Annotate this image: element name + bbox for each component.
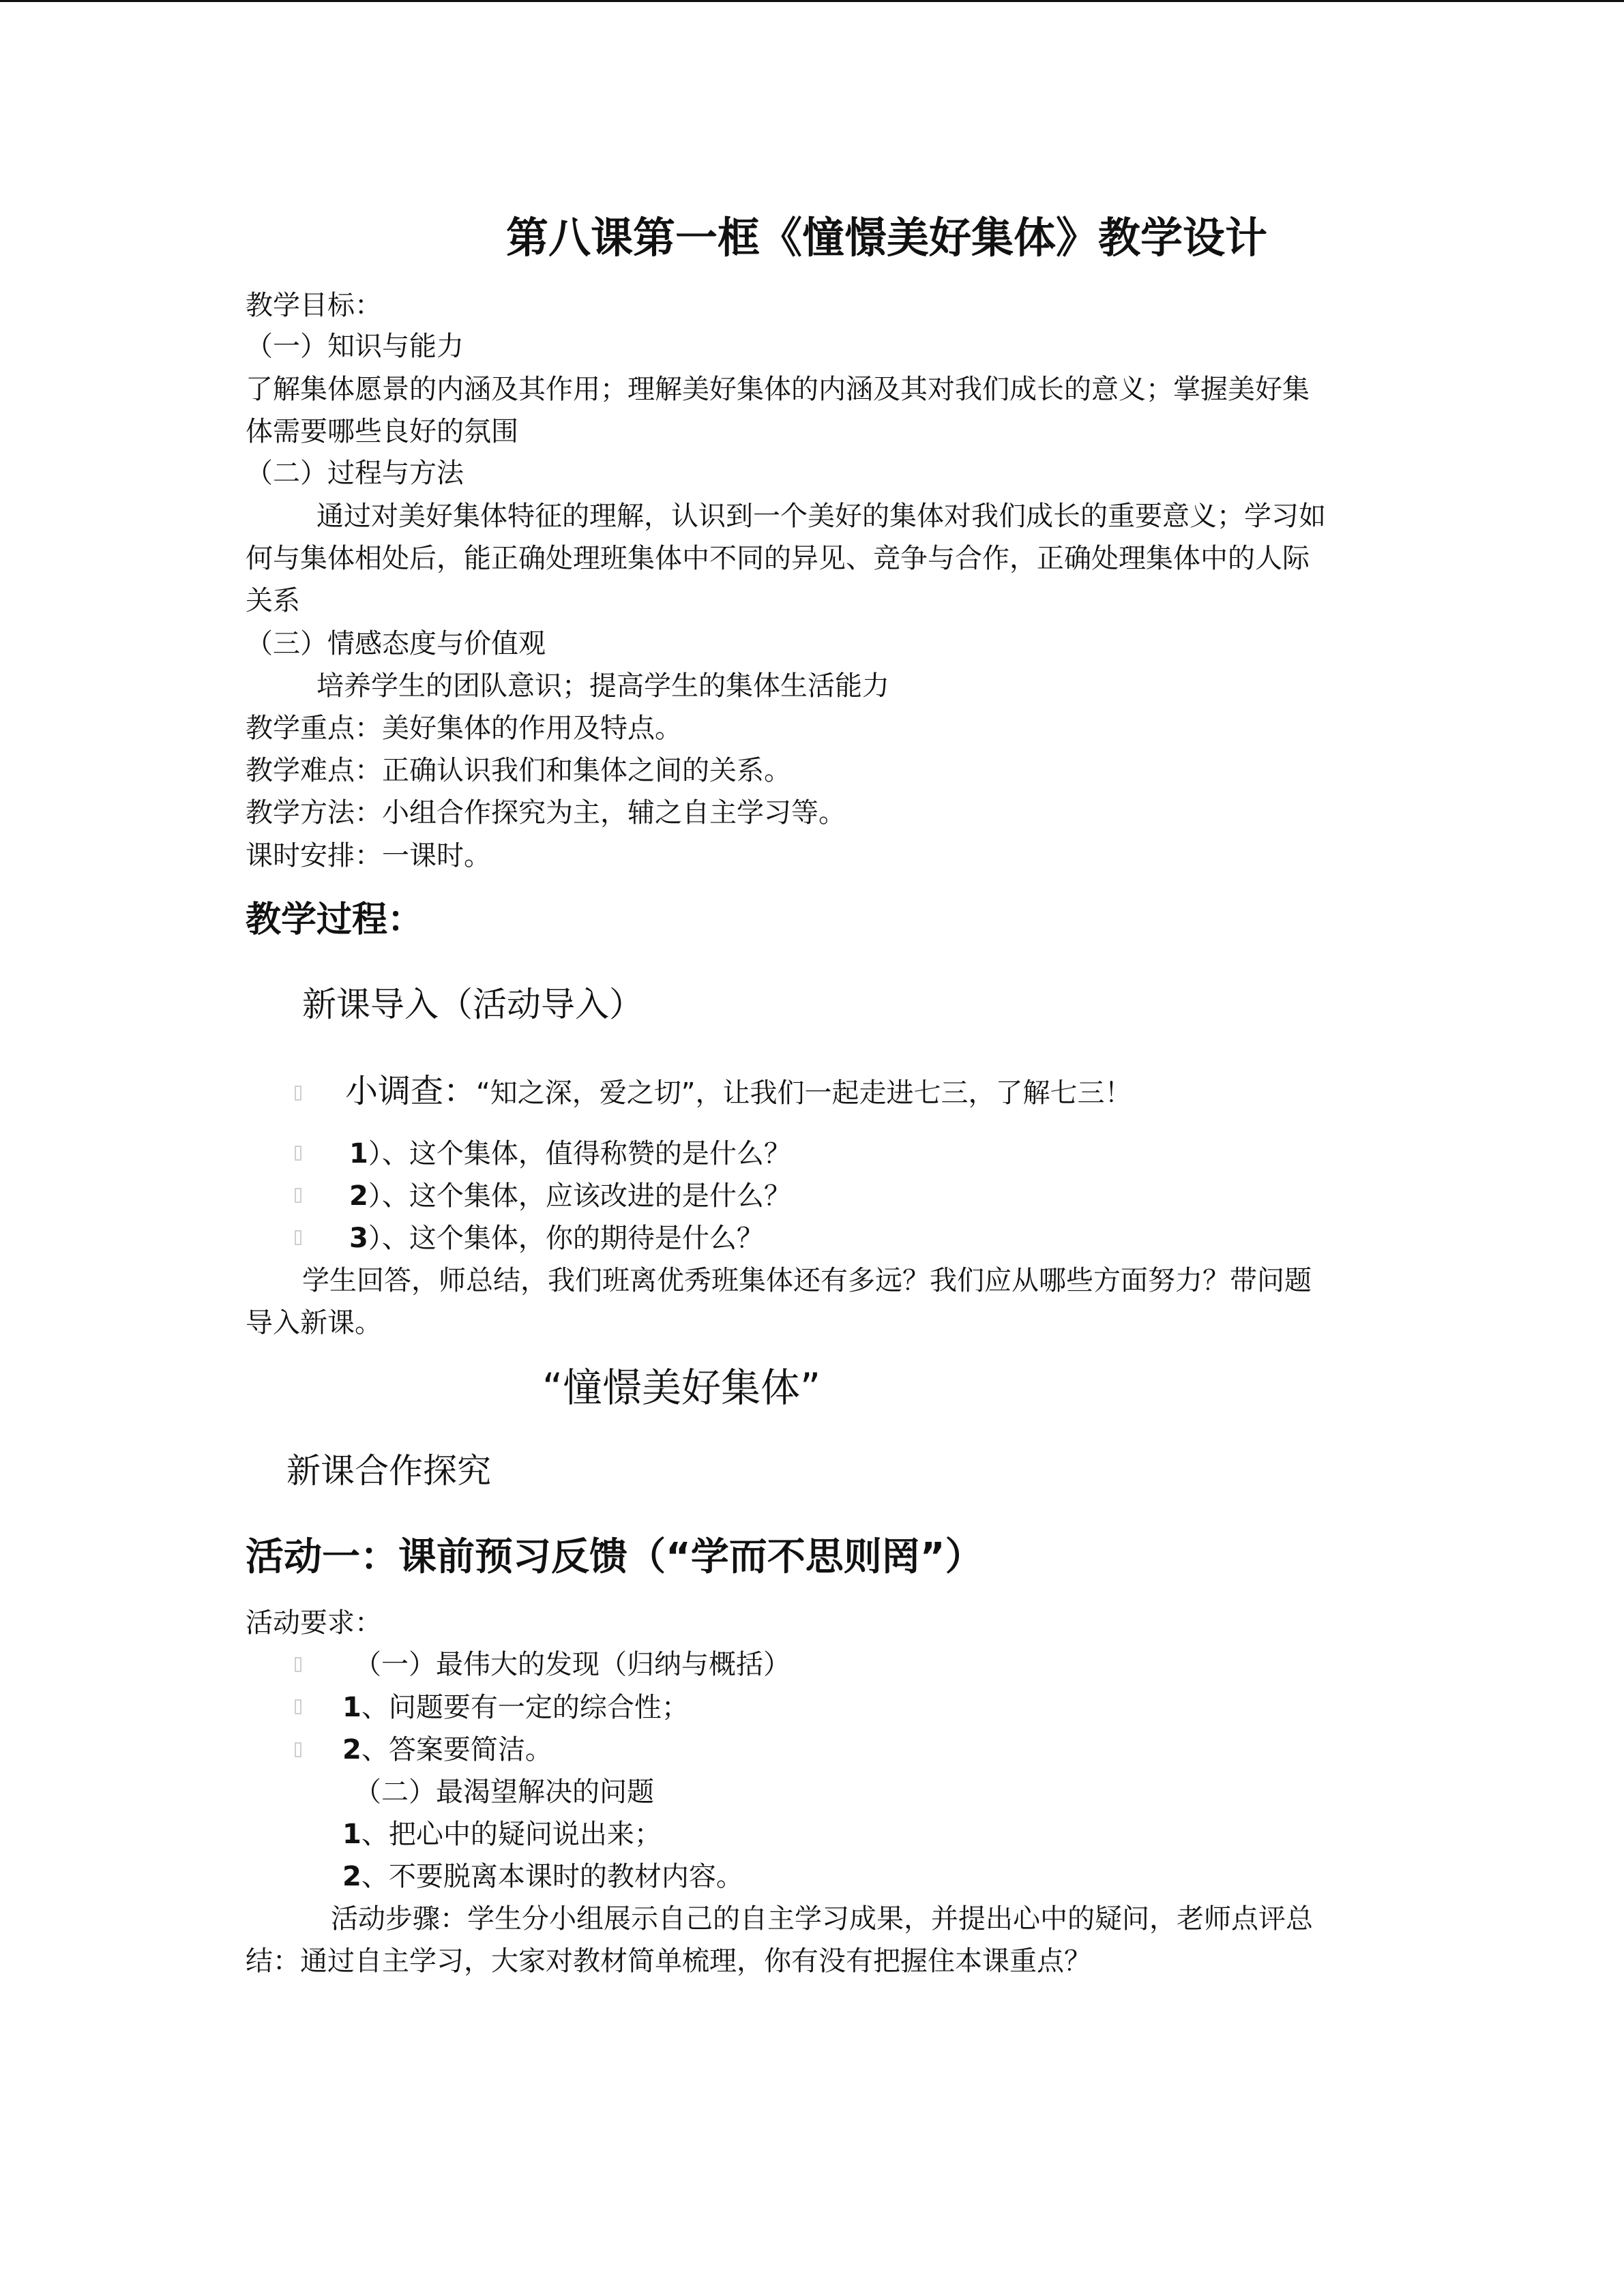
teaching-method: 教学方法：小组合作探究为主，辅之自主学习等。 (246, 797, 846, 829)
document-title: 第八课第一框《憧憬美好集体》教学设计 (506, 213, 1268, 263)
part-2-item-1 (342, 1821, 662, 1848)
bullet-icon (295, 1742, 301, 1757)
process-section-heading: 教学过程： (246, 899, 424, 940)
question-number: 2 (349, 1180, 368, 1212)
emotion-line-1: 培养学生的团队意识；提高学生的集体生活能力 (316, 670, 889, 702)
top-border (0, 0, 1624, 2)
item-number: 1 (342, 1819, 361, 1850)
knowledge-heading: （一）知识与能力 (246, 331, 464, 362)
intro-heading: 新课导入（活动导入） (302, 985, 643, 1024)
bullet-icon (295, 1188, 301, 1203)
process-line-2: 何与集体相处后，能正确处理班集体中不同的异见、竞争与合作，正确处理集体中的人际 (246, 543, 1310, 574)
question-3 (349, 1225, 764, 1252)
part-1-heading: （一）最伟大的发现（归纳与概括） (354, 1649, 791, 1680)
question-2 (349, 1182, 791, 1210)
objectives-heading: 教学目标： (246, 290, 382, 321)
bullet-icon (295, 1699, 301, 1714)
survey-label: 小调查： (345, 1072, 477, 1110)
survey-line (345, 1072, 1132, 1110)
survey-text: “知之深，爱之切”，让我们一起走进七三，了解七三！ (476, 1077, 1132, 1109)
question-number: 1 (349, 1138, 368, 1169)
part-1-item-1 (342, 1694, 689, 1721)
question-text: ）、这个集体，值得称赞的是什么？ (368, 1138, 791, 1169)
item-text: 、问题要有一定的综合性； (361, 1692, 689, 1723)
difficulties: 教学难点：正确认识我们和集体之间的关系。 (246, 755, 791, 786)
item-number: 1 (342, 1692, 361, 1723)
bullet-icon (295, 1086, 301, 1101)
knowledge-line-1: 了解集体愿景的内涵及其作用；理解美好集体的内涵及其对我们成长的意义；掌握美好集 (246, 374, 1310, 405)
key-points: 教学重点：美好集体的作用及特点。 (246, 713, 682, 744)
question-text: ）、这个集体，应该改进的是什么？ (368, 1180, 791, 1212)
emotion-heading: （三）情感态度与价值观 (246, 628, 546, 659)
item-text: 、把心中的疑问说出来； (361, 1819, 662, 1850)
question-text: ）、这个集体，你的期待是什么？ (368, 1223, 764, 1254)
part-2-heading: （二）最渴望解决的问题 (354, 1776, 654, 1808)
activity-steps-line-2: 结：通过自主学习，大家对教材简单梳理，你有没有把握住本课重点？ (246, 1945, 1091, 1977)
item-number: 2 (342, 1734, 361, 1765)
activity-steps-line-1: 活动步骤：学生分小组展示自己的自主学习成果，并提出心中的疑问，老师点评总 (331, 1903, 1313, 1935)
explore-heading: 新课合作探究 (286, 1451, 491, 1491)
lesson-title: “憧憬美好集体” (542, 1365, 821, 1411)
part-2-item-2 (342, 1863, 743, 1890)
activity-requirements-label: 活动要求： (246, 1607, 382, 1639)
knowledge-line-2: 体需要哪些良好的氛围 (246, 416, 518, 447)
class-schedule: 课时安排：一课时。 (246, 840, 491, 871)
bullet-icon (295, 1146, 301, 1161)
activity-1-heading: 活动一：课前预习反馈（“学而不思则罔”） (246, 1535, 984, 1579)
item-text: 、答案要简洁。 (361, 1734, 552, 1765)
intro-summary-line-1: 学生回答，师总结，我们班离优秀班集体还有多远？我们应从哪些方面努力？带问题 (302, 1265, 1312, 1296)
process-heading: （二）过程与方法 (246, 458, 464, 489)
process-line-1: 通过对美好集体特征的理解，认识到一个美好的集体对我们成长的重要意义；学习如 (316, 501, 1326, 532)
intro-summary-line-2: 导入新课。 (246, 1307, 382, 1339)
question-number: 3 (349, 1223, 368, 1254)
item-number: 2 (342, 1861, 361, 1892)
process-line-3: 关系 (246, 585, 300, 616)
bullet-icon (295, 1230, 301, 1245)
question-1 (349, 1140, 791, 1167)
item-text: 、不要脱离本课时的教材内容。 (361, 1861, 743, 1892)
bullet-icon (295, 1657, 301, 1672)
part-1-item-2 (342, 1736, 552, 1763)
